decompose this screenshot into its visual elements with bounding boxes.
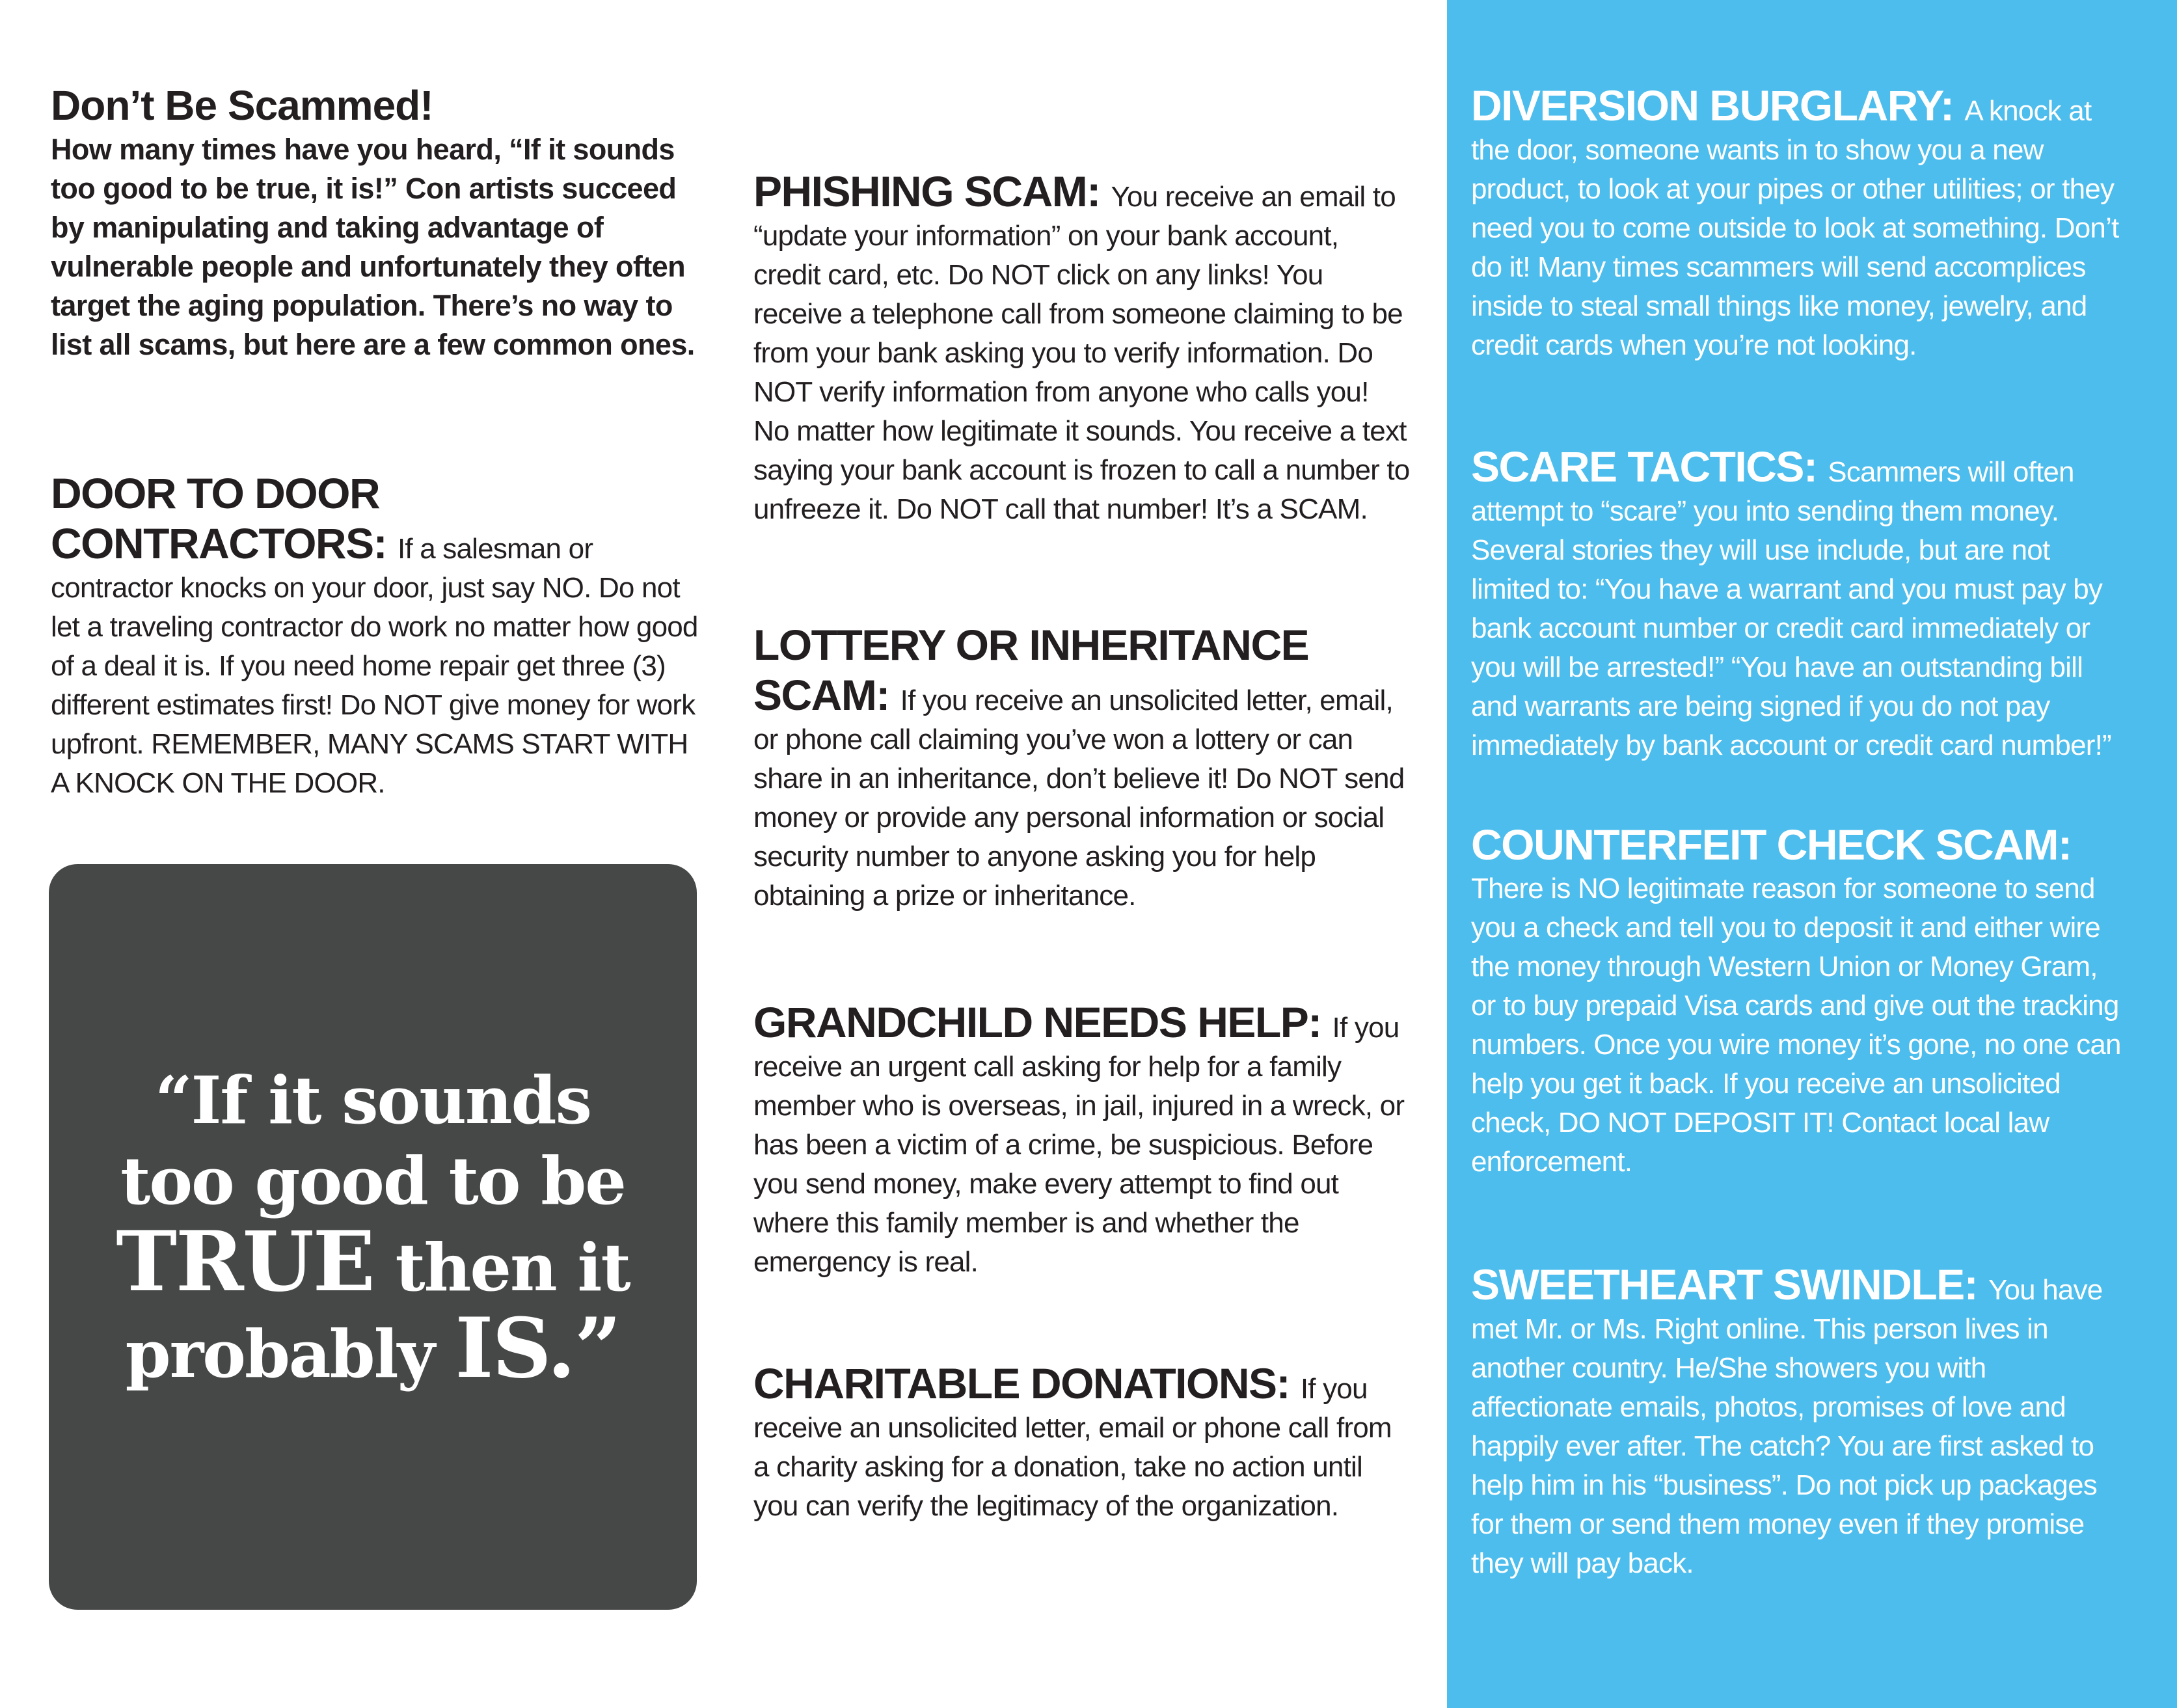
spacer — [753, 529, 1411, 620]
spacer — [1471, 1182, 2128, 1260]
quote-line-4-rest: probably — [125, 1316, 455, 1392]
quote-line-4 — [116, 1300, 629, 1396]
section-heading: DOOR TO DOOR CONTRACTORS: — [51, 469, 398, 567]
section-body: There is NO legitimate reason for someone to send you a check and tell you to deposit it and either wire the money through Western Union or Money Gram, or to buy prepaid Visa cards and give out the tracking numbers. Once you wire money it’s gone, no one can help you get it back. If you receive an unsolicited check, DO NOT DEPOSIT IT! Contact local law enforcement. — [1471, 873, 2121, 1178]
spacer — [753, 915, 1411, 997]
section-heading: SCARE TACTICS: — [1471, 442, 1828, 491]
right-column — [1471, 81, 2128, 1583]
section-grandchild — [753, 997, 1411, 1282]
quote-line-1: “If it sounds — [155, 1062, 591, 1139]
spacer — [1471, 365, 2128, 442]
quote-emphasis-is: IS.” — [455, 1300, 621, 1396]
section-body: If you receive an urgent call asking for help for a family member who is overseas, in jail, injured in a wreck, or has been a victim of a crime, be suspicious. Before you send money, make every attempt to find out where this family member is and whether the emergency is real. — [753, 1012, 1405, 1278]
section-lottery — [753, 620, 1411, 915]
section-heading: COUNTERFEIT CHECK SCAM: — [1471, 820, 2072, 869]
section-heading: SWEETHEART SWINDLE: — [1471, 1260, 1988, 1308]
section-heading: CHARITABLE DONATIONS: — [753, 1359, 1301, 1407]
section-charitable — [753, 1359, 1411, 1526]
section-body: Scammers will often attempt to “scare” you into sending them money. Several stories they will use include, but are not limited to: “You have a warrant and you must pay by bank account number or credit card immediately or you will be arrested!” “You have an outstanding bill and warrants are being signed if you do not pay immediately by bank account or credit card number!” — [1471, 456, 2111, 761]
quote-line-3-rest: then it — [373, 1229, 630, 1306]
quote-emphasis-true: TRUE — [116, 1213, 374, 1310]
page-title: Don’t Be Scammed! — [51, 82, 433, 129]
section-door-to-door — [51, 468, 701, 803]
section-counterfeit — [1471, 820, 2128, 1182]
section-heading: GRANDCHILD NEEDS HELP: — [753, 998, 1332, 1046]
section-body: If you receive an unsolicited letter, email or phone call from a charity asking for a donation, take no action until you can verify the legitimacy of the organization. — [753, 1373, 1392, 1522]
middle-column — [753, 167, 1411, 1526]
section-scare — [1471, 442, 2128, 765]
quote-line-3 — [116, 1213, 630, 1310]
quote-text — [116, 1060, 629, 1394]
spacer — [753, 1282, 1411, 1359]
spacer — [51, 364, 701, 468]
section-body: You receive an email to “update your information” on your bank account, credit card, etc. Do NOT click on any links! You receive a telephone call from someone claiming to be from your bank asking you to verify information. Do NOT verify information from anyone who calls you! No matter how legitimate it sounds. You receive a text saying your bank account is frozen to call a number to unfreeze it. Do NOT call that number! It’s a SCAM. — [753, 181, 1410, 525]
section-body: A knock at the door, someone wants in to show you a new product, to look at your pipes or other utilities; or they need you to come outside to look at something. Don’t do it! Many times scammers will send accomplices inside to steal small things like money, jewelry, and credit cards when you’re not looking. — [1471, 95, 2119, 361]
section-body: If you receive an unsolicited letter, email, or phone call claiming you’ve won a lottery or can share in an inheritance, don’t believe it! Do NOT send money or provide any personal information or social security number to anyone asking you for help obtaining a prize or inheritance. — [753, 685, 1405, 912]
section-body: You have met Mr. or Ms. Right online. This person lives in another country. He/She showers you with affectionate emails, photos, promises of love and happily ever after. The catch? You are first asked to help him in his “business”. Do not pick up packages for them or send them money even if they promise they will pay back. — [1471, 1274, 2103, 1579]
section-phishing — [753, 167, 1411, 529]
quote-line-2: too good to be — [120, 1143, 625, 1219]
section-sweetheart — [1471, 1260, 2128, 1583]
section-heading: LOTTERY OR INHERITANCE SCAM: — [753, 621, 1309, 719]
spacer — [1471, 765, 2128, 820]
section-diversion — [1471, 81, 2128, 365]
section-body: If a salesman or contractor knocks on your door, just say NO. Do not let a traveling contractor do work no matter how good of a deal it is. If you need home repair get three (3) different estimates first! Do NOT give money for work upfront. REMEMBER, MANY SCAMS START WITH A KNOCK ON THE DOOR. — [51, 533, 698, 799]
intro-text: How many times have you heard, “If it sounds too good to be true, it is!” Con artists succeed by manipulating and taking advantage of vulnerable people and unfortunately they often target the aging population. There’s no way to list all scams, but here are a few common ones. — [51, 133, 695, 361]
left-column — [51, 81, 701, 803]
section-heading: PHISHING SCAM: — [753, 167, 1111, 215]
section-heading: DIVERSION BURGLARY: — [1471, 81, 1965, 129]
quote-box — [49, 864, 697, 1610]
